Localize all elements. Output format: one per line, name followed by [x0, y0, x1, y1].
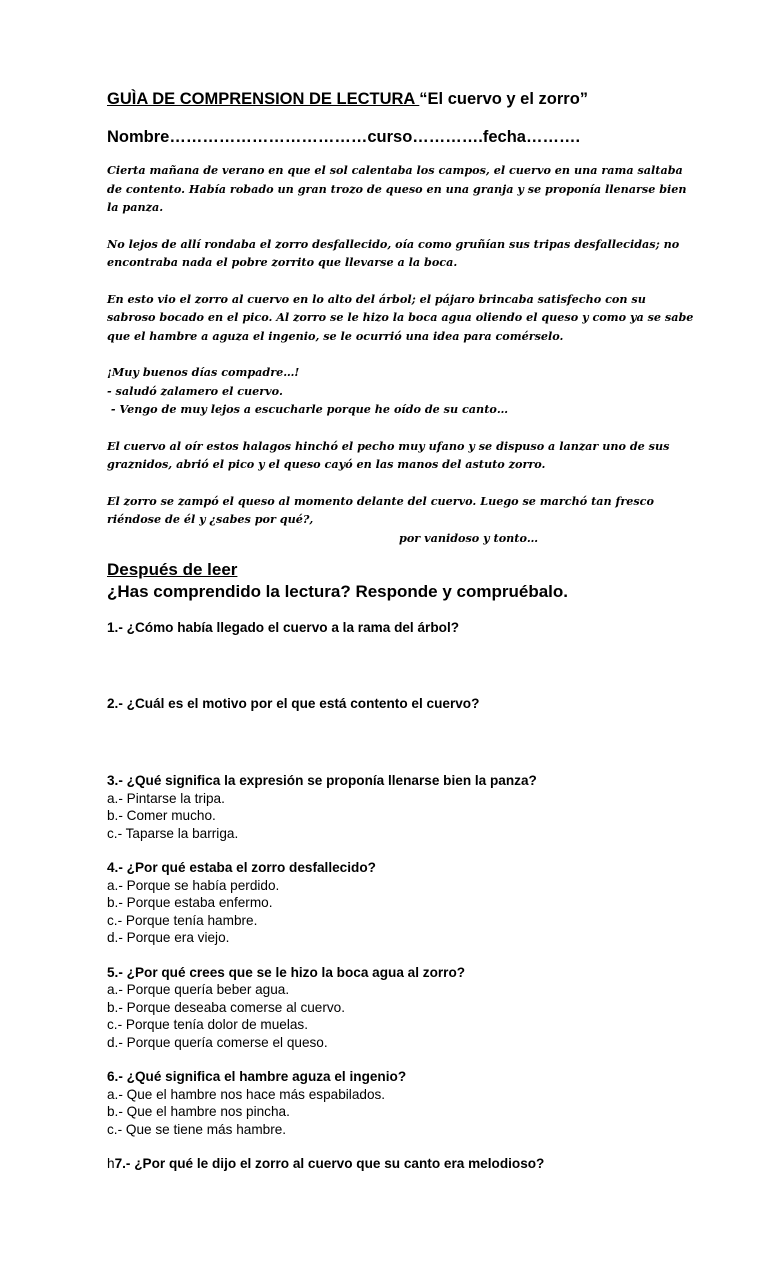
question-7-text: 7.- ¿Por qué le dijo el zorro al cuervo que su canto era melodioso?: [114, 1156, 545, 1171]
question-2: 2.- ¿Cuál es el motivo por el que está contento el cuervo?: [107, 695, 480, 711]
story-line: - Vengo de muy lejos a escucharle porque he oído de su canto…: [107, 402, 509, 416]
question-block-5: [107, 964, 708, 1052]
question-1: 1.- ¿Cómo había llegado el cuervo a la rama del árbol?: [107, 620, 460, 635]
story-line: El cuervo al oír estos halagos hinchó el pecho muy ufano y se dispuso a lanzar uno de sus: [107, 438, 670, 453]
story-line: - saludó zalamero el cuervo.: [107, 383, 283, 398]
story-line: En esto vio el zorro al cuervo en lo alto del árbol; el pájaro brincaba satisfecho con su: [107, 291, 646, 306]
question-block-6: [107, 1068, 708, 1138]
answer-option: c.- Porque tenía dolor de muelas.: [107, 1017, 308, 1032]
story-line: de contento. Había robado un gran trozo de queso en una granja y se proponía llenarse bien: [107, 181, 687, 196]
answer-option: b.- Comer mucho.: [107, 808, 216, 823]
after-reading-section: [107, 559, 708, 603]
story-paragraph: [107, 492, 708, 548]
story-ending: por vanidoso y tonto…: [399, 530, 539, 545]
question-block-7: [107, 1155, 708, 1173]
story-line: El zorro se zampó el queso al momento delante del cuervo. Luego se marchó tan fresco: [107, 493, 654, 508]
after-reading-subtitle: ¿Has comprendido la lectura? Responde y compruébalo.: [107, 582, 568, 601]
question-5: 5.- ¿Por qué crees que se le hizo la boca agua al zorro?: [107, 964, 466, 980]
answer-option: d.- Porque quería comerse el queso.: [107, 1034, 328, 1050]
story-line: No lejos de allí rondaba el zorro desfallecido, oía como gruñían sus tripas desfallecidas; no: [107, 236, 680, 251]
after-reading-title: Después de leer: [107, 560, 238, 579]
question-4: 4.- ¿Por qué estaba el zorro desfallecido?: [107, 860, 376, 875]
answer-option: b.- Porque estaba enfermo.: [107, 895, 273, 910]
story-line: riéndose de él y ¿sabes por qué?,: [107, 512, 314, 526]
story-paragraph: [107, 437, 708, 474]
title-story-name: “El cuervo y el zorro”: [419, 90, 589, 108]
story-text: [107, 161, 708, 547]
answer-option: a.- Porque se había perdido.: [107, 877, 280, 893]
question-block-3: [107, 772, 708, 842]
story-line: la panza.: [107, 200, 164, 214]
story-paragraph: [107, 290, 708, 346]
story-line: encontraba nada el pobre zorrito que llevarse a la boca.: [107, 255, 458, 269]
question-6: 6.- ¿Qué significa el hambre aguza el ingenio?: [107, 1069, 407, 1084]
answer-option: c.- Que se tiene más hambre.: [107, 1121, 287, 1137]
answer-option: a.- Que el hambre nos hace más espabilados.: [107, 1086, 386, 1102]
story-line: graznidos, abrió el pico y el queso cayó en las manos del astuto zorro.: [107, 457, 546, 471]
story-paragraph: [107, 235, 708, 272]
page-title: [107, 88, 708, 110]
student-info-line: Nombre………………………………curso………….fecha……….: [107, 128, 581, 146]
question-7: [107, 1155, 708, 1173]
answer-option: d.- Porque era viejo.: [107, 930, 230, 945]
question-3: 3.- ¿Qué significa la expresión se proponía llenarse bien la panza?: [107, 773, 537, 788]
question-7-prefix: h: [107, 1156, 115, 1171]
question-block-4: [107, 859, 708, 947]
answer-option: a.- Porque quería beber agua.: [107, 982, 290, 997]
answer-option: a.- Pintarse la tripa.: [107, 790, 225, 806]
story-paragraph: [107, 161, 708, 217]
title-underlined: GUÌA DE COMPRENSION DE LECTURA: [107, 90, 420, 108]
story-line: sabroso bocado en el pico. Al zorro se le hizo la boca agua oliendo el queso y como ya se sabe: [107, 310, 694, 324]
answer-option: c.- Taparse la barriga.: [107, 825, 239, 841]
answer-option: b.- Que el hambre nos pincha.: [107, 1104, 290, 1119]
story-line: ¡Muy buenos días compadre…!: [107, 365, 300, 379]
story-paragraph: [107, 363, 708, 419]
story-line: Cierta mañana de verano en que el sol calentaba los campos, el cuervo en una rama saltaba: [107, 163, 683, 177]
story-line: que el hambre a aguza el ingenio, se le ocurrió una idea para comérselo.: [107, 328, 564, 343]
answer-option: c.- Porque tenía hambre.: [107, 912, 258, 928]
answer-option: b.- Porque deseaba comerse al cuervo.: [107, 999, 346, 1015]
